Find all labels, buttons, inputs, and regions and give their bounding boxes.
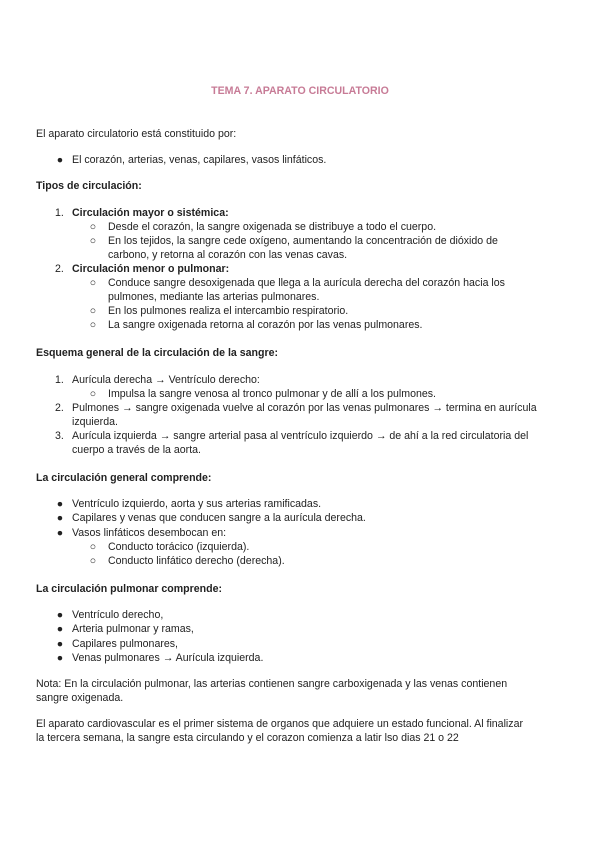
list-item-cont: cuerpo a través de la aorta. [72, 444, 201, 456]
sub-list-item: Conduce sangre desoxigenada que llega a la aurícula derecha del corazón hacia los [108, 277, 505, 289]
list-item: El corazón, arterias, venas, capilares, vasos linfáticos. [72, 154, 327, 166]
list-number: 2. [55, 402, 64, 414]
sub-bullet-icon: ○ [89, 235, 97, 247]
sub-bullet-icon: ○ [89, 221, 97, 233]
list-item: Vasos linfáticos desembocan en: [72, 527, 227, 539]
sub-list-item: En los pulmones realiza el intercambio respiratorio. [108, 305, 349, 317]
sub-bullet-icon: ○ [89, 388, 97, 400]
bullet-icon: ● [56, 652, 64, 664]
sub-list-item-cont: pulmones, mediante las arterias pulmonares. [108, 291, 320, 303]
bullet-icon: ● [56, 623, 64, 635]
sub-list-item-cont: carbono, y retorna al corazón con las venas cavas. [108, 249, 348, 261]
intro-text: El aparato circulatorio está constituido por: [36, 128, 237, 140]
list-item: Capilares pulmonares, [72, 638, 178, 650]
bullet-icon: ● [56, 527, 64, 539]
list-number: 3. [55, 430, 64, 442]
page-title: TEMA 7. APARATO CIRCULATORIO [211, 85, 389, 97]
list-item: Aurícula izquierda → sangre arterial pasa al ventrículo izquierdo → de ahí a la red circulatoria del [72, 430, 529, 442]
section-heading: Tipos de circulación: [36, 180, 142, 192]
sub-bullet-icon: ○ [89, 555, 97, 567]
sub-bullet-icon: ○ [89, 277, 97, 289]
list-item: Ventrículo derecho, [72, 609, 164, 621]
bullet-icon: ● [56, 638, 64, 650]
section-heading: Esquema general de la circulación de la sangre: [36, 347, 278, 359]
list-item: Arteria pulmonar y ramas, [72, 623, 194, 635]
sub-list-item: Desde el corazón, la sangre oxigenada se distribuye a todo el cuerpo. [108, 221, 437, 233]
list-item: Capilares y venas que conducen sangre a la aurícula derecha. [72, 512, 366, 524]
list-item-cont: izquierda. [72, 416, 118, 428]
bullet-icon: ● [56, 609, 64, 621]
list-item-label: Circulación mayor o sistémica: [72, 207, 229, 219]
list-item: Ventrículo izquierdo, aorta y sus arterias ramificadas. [72, 498, 322, 510]
list-item: Aurícula derecha → Ventrículo derecho: [72, 374, 260, 386]
list-number: 1. [55, 374, 64, 386]
list-number: 1. [55, 207, 64, 219]
bullet-icon: ● [56, 498, 64, 510]
bullet-icon: ● [56, 154, 64, 166]
sub-list-item: En los tejidos, la sangre cede oxígeno, aumentando la concentración de dióxido de [108, 235, 498, 247]
sub-bullet-icon: ○ [89, 305, 97, 317]
sub-list-item: Impulsa la sangre venosa al tronco pulmonar y de allí a los pulmones. [108, 388, 436, 400]
sub-list-item: La sangre oxigenada retorna al corazón por las venas pulmonares. [108, 319, 423, 331]
note-text: Nota: En la circulación pulmonar, las arterias contienen sangre carboxigenada y las venas contienen [36, 678, 508, 690]
section-heading: La circulación pulmonar comprende: [36, 583, 223, 595]
sub-bullet-icon: ○ [89, 319, 97, 331]
list-item-label: Circulación menor o pulmonar: [72, 263, 230, 275]
note-text-cont: sangre oxigenada. [36, 692, 124, 704]
bullet-icon: ● [56, 512, 64, 524]
list-number: 2. [55, 263, 64, 275]
section-heading: La circulación general comprende: [36, 472, 212, 484]
sub-bullet-icon: ○ [89, 541, 97, 553]
list-item: Venas pulmonares → Aurícula izquierda. [72, 652, 264, 664]
closing-paragraph: El aparato cardiovascular es el primer sistema de organos que adquiere un estado funcional. Al finalizar [36, 718, 524, 730]
closing-paragraph-cont: la tercera semana, la sangre esta circulando y el corazon comienza a latir lso dias 21 o 22 [36, 732, 459, 744]
sub-list-item: Conducto torácico (izquierda). [108, 541, 250, 553]
sub-list-item: Conducto linfático derecho (derecha). [108, 555, 285, 567]
list-item: Pulmones → sangre oxigenada vuelve al corazón por las venas pulmonares → termina en aurícula [72, 402, 537, 414]
